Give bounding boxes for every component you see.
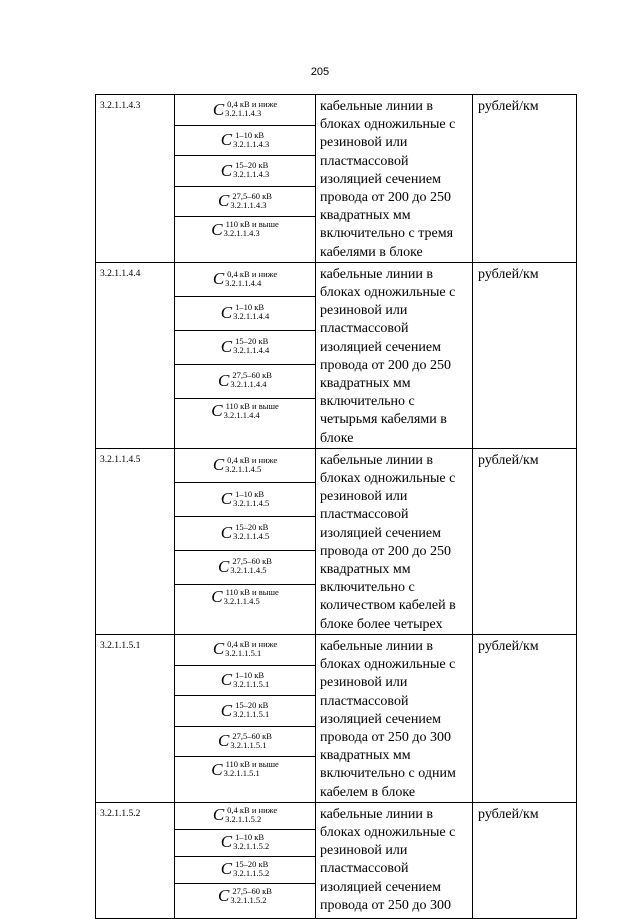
voltage-level: 27,5–60 кВ (232, 885, 272, 896)
rate-subscript: 3.2.1.1.5.2 (230, 894, 267, 905)
description-line: изоляцией сечением (320, 171, 441, 187)
description-line: блоках одножильные с (320, 471, 456, 487)
description-line: кабелем в блоке (320, 784, 416, 800)
description-line: четырьмя кабелями в (320, 412, 447, 428)
description-line: блоках одножильные с (320, 285, 456, 301)
description-line: резиновой или (320, 135, 408, 151)
table-row (96, 448, 577, 482)
description-line: пластмассовой (320, 693, 409, 709)
rate-subscript: 3.2.1.1.4.5 (223, 595, 260, 606)
description-line: провода от 200 до 250 (320, 190, 451, 206)
rate-symbol-cell (175, 330, 316, 364)
rate-symbol (213, 806, 277, 824)
rate-variable-letter: C (212, 805, 225, 825)
rate-subscript: 3.2.1.1.4.3 (223, 228, 260, 239)
rate-symbol-cell (175, 696, 316, 727)
item-description (316, 448, 473, 634)
rate-subscript: 3.2.1.1.5.1 (225, 647, 262, 658)
rate-symbol (218, 887, 272, 905)
rate-subscript: 3.2.1.1.5.1 (230, 739, 267, 750)
rate-symbol-cell (175, 186, 316, 217)
rate-symbol (213, 270, 277, 288)
rate-subscript: 3.2.1.1.4.5 (233, 531, 270, 542)
rate-variable-letter: C (220, 859, 233, 879)
voltage-level: 110 кВ и выше (225, 759, 279, 770)
item-code: 3.2.1.1.5.1 (96, 634, 175, 802)
rate-subscript: 3.2.1.1.5.2 (225, 813, 262, 824)
item-code: 3.2.1.1.4.3 (96, 95, 175, 263)
rate-subscript: 3.2.1.1.4.4 (233, 311, 270, 322)
rate-symbol-cell (175, 125, 316, 156)
voltage-level: 1–10 кВ (235, 129, 265, 140)
voltage-level: 110 кВ и выше (225, 586, 279, 597)
description-line: кабельные линии в (320, 99, 434, 114)
rate-symbol (218, 732, 272, 750)
description-line: пластмассовой (320, 153, 409, 169)
rate-symbol (221, 490, 269, 508)
description-line: пластмассовой (320, 321, 409, 337)
item-code: 3.2.1.1.4.5 (96, 448, 175, 634)
description-line: блоках одножильные с (320, 117, 456, 133)
rate-subscript: 3.2.1.1.4.5 (225, 463, 262, 474)
rate-symbol (213, 640, 277, 658)
voltage-level: 1–10 кВ (235, 669, 265, 680)
rate-variable-letter: C (220, 336, 233, 356)
rate-subscript: 3.2.1.1.4.5 (230, 565, 267, 576)
rate-symbol (211, 760, 279, 778)
rate-symbol-cell (175, 665, 316, 696)
rate-symbol (218, 557, 272, 575)
rate-variable-letter: C (220, 160, 233, 180)
description-line: включительно с (320, 580, 415, 596)
description-line: изоляцией сечением (320, 339, 441, 355)
unit-of-measure: рублей/км (473, 802, 577, 918)
rate-symbol (221, 523, 269, 541)
rate-symbol (221, 701, 269, 719)
unit-of-measure: рублей/км (473, 448, 577, 634)
rate-symbol-cell (175, 726, 316, 757)
rate-symbol (211, 220, 279, 238)
unit-of-measure: рублей/км (473, 262, 577, 448)
rate-variable-letter: C (212, 269, 225, 289)
description-line: включительно с (320, 394, 415, 410)
voltage-level: 15–20 кВ (235, 160, 269, 171)
description-line: резиновой или (320, 489, 408, 505)
rate-symbol-cell (175, 156, 316, 187)
voltage-level: 27,5–60 кВ (232, 730, 272, 741)
rate-subscript: 3.2.1.1.5.2 (233, 867, 270, 878)
rate-symbol (218, 371, 272, 389)
rate-subscript: 3.2.1.1.4.5 (233, 497, 270, 508)
rate-symbol-cell (175, 634, 316, 665)
rate-symbol (218, 192, 272, 210)
description-line: провода от 200 до 250 (320, 543, 451, 559)
rate-subscript: 3.2.1.1.5.2 (233, 840, 270, 851)
rate-variable-letter: C (212, 455, 225, 475)
description-line: кабельные линии в (320, 806, 434, 822)
description-line: квадратных мм (320, 748, 411, 764)
description-line: блоке более четырех (320, 616, 443, 632)
description-line: кабелями в блоке (320, 244, 423, 260)
rate-subscript: 3.2.1.1.4.4 (230, 379, 267, 390)
description-line: изоляцией сечением (320, 711, 441, 727)
item-description (316, 802, 473, 918)
rate-symbol-cell (175, 550, 316, 584)
rate-symbol (211, 402, 279, 420)
rate-variable-letter: C (220, 130, 233, 150)
description-line: провода от 250 до 300 (320, 729, 451, 745)
voltage-level: 1–10 кВ (235, 831, 265, 842)
item-description (316, 634, 473, 802)
page-number: 205 (310, 66, 330, 78)
rate-variable-letter: C (212, 99, 225, 119)
rate-variable-letter: C (220, 302, 233, 322)
rate-subscript: 3.2.1.1.4.4 (225, 277, 262, 288)
item-description (316, 262, 473, 448)
unit-of-measure: рублей/км (473, 95, 577, 263)
description-line: блоке (320, 430, 354, 446)
rate-symbol (213, 456, 277, 474)
rate-symbol-cell (175, 482, 316, 516)
rate-symbol-cell (175, 95, 316, 126)
rate-symbol-cell (175, 802, 316, 829)
rate-subscript: 3.2.1.1.4.4 (233, 345, 270, 356)
description-line: количеством кабелей в (320, 598, 456, 614)
rate-subscript: 3.2.1.1.4.4 (223, 409, 260, 420)
voltage-level: 0,4 кВ и ниже (227, 804, 278, 815)
voltage-level: 15–20 кВ (235, 858, 269, 869)
rate-symbol (221, 833, 269, 851)
voltage-level: 15–20 кВ (235, 700, 269, 711)
rate-symbol (221, 161, 269, 179)
rate-variable-letter: C (218, 886, 230, 906)
description-line: провода от 250 до 300 (320, 897, 451, 913)
voltage-level: 27,5–60 кВ (232, 190, 272, 201)
table-row (96, 634, 577, 665)
description-line: блоках одножильные с (320, 657, 456, 673)
rate-symbol-cell (175, 217, 316, 262)
voltage-level: 15–20 кВ (235, 336, 269, 347)
rate-symbol (221, 131, 269, 149)
rate-variable-letter: C (211, 759, 223, 779)
rate-symbol (221, 671, 269, 689)
description-line: провода от 200 до 250 (320, 357, 451, 373)
unit-of-measure: рублей/км (473, 634, 577, 802)
rate-variable-letter: C (211, 219, 223, 239)
rate-symbol-cell (175, 856, 316, 883)
rate-symbol (221, 860, 269, 878)
voltage-level: 1–10 кВ (235, 302, 265, 313)
rate-subscript: 3.2.1.1.4.3 (233, 138, 270, 149)
rate-variable-letter: C (218, 731, 230, 751)
rate-variable-letter: C (218, 370, 230, 390)
description-line: пластмассовой (320, 507, 409, 523)
rate-subscript: 3.2.1.1.5.1 (223, 768, 260, 779)
rate-symbol (211, 588, 279, 606)
voltage-level: 110 кВ и выше (225, 219, 279, 230)
description-line: резиновой или (320, 675, 408, 691)
rate-variable-letter: C (212, 639, 225, 659)
rate-symbol (221, 303, 269, 321)
rate-variable-letter: C (220, 832, 233, 852)
item-description (316, 95, 473, 263)
rate-symbol (213, 100, 277, 118)
description-line: изоляцией сечением (320, 879, 441, 895)
table-row (96, 802, 577, 829)
voltage-level: 27,5–60 кВ (232, 556, 272, 567)
rate-subscript: 3.2.1.1.4.3 (225, 108, 262, 119)
rate-variable-letter: C (211, 401, 223, 421)
description-line: кабельные линии в (320, 452, 434, 468)
voltage-level: 0,4 кВ и ниже (227, 99, 278, 110)
description-line: включительно с тремя (320, 226, 454, 242)
voltage-level: 110 кВ и выше (225, 400, 279, 411)
rate-symbol-cell (175, 584, 316, 634)
rate-symbol-cell (175, 364, 316, 398)
item-code: 3.2.1.1.4.4 (96, 262, 175, 448)
rate-variable-letter: C (220, 522, 233, 542)
rate-symbol-cell (175, 296, 316, 330)
voltage-level: 27,5–60 кВ (232, 370, 272, 381)
voltage-level: 0,4 кВ и ниже (227, 454, 278, 465)
tariff-table (95, 94, 577, 919)
rate-symbol-cell (175, 448, 316, 482)
voltage-level: 0,4 кВ и ниже (227, 638, 278, 649)
table-row (96, 95, 577, 126)
rate-variable-letter: C (218, 191, 230, 211)
description-line: резиновой или (320, 843, 408, 859)
description-line: квадратных мм (320, 376, 411, 392)
rate-variable-letter: C (218, 556, 230, 576)
description-line: квадратных мм (320, 562, 411, 578)
description-line: включительно с одним (320, 766, 456, 782)
description-line: изоляцией сечением (320, 525, 441, 541)
rate-subscript: 3.2.1.1.5.1 (233, 709, 270, 720)
rate-symbol-cell (175, 398, 316, 448)
rate-symbol-cell (175, 262, 316, 296)
description-line: блоках одножильные с (320, 824, 456, 840)
table-row (96, 262, 577, 296)
description-line: кабельные линии в (320, 638, 434, 654)
rate-subscript: 3.2.1.1.4.3 (233, 169, 270, 180)
rate-subscript: 3.2.1.1.5.1 (233, 678, 270, 689)
rate-variable-letter: C (220, 670, 233, 690)
voltage-level: 15–20 кВ (235, 522, 269, 533)
tariff-table-body (96, 95, 577, 919)
voltage-level: 0,4 кВ и ниже (227, 268, 278, 279)
rate-symbol-cell (175, 883, 316, 918)
voltage-level: 1–10 кВ (235, 488, 265, 499)
rate-symbol-cell (175, 829, 316, 856)
description-line: кабельные линии в (320, 266, 434, 282)
description-line: квадратных мм (320, 208, 411, 224)
description-line: резиновой или (320, 303, 408, 319)
description-line: пластмассовой (320, 861, 409, 877)
rate-symbol-cell (175, 757, 316, 802)
rate-symbol (221, 337, 269, 355)
rate-symbol-cell (175, 516, 316, 550)
rate-variable-letter: C (220, 489, 233, 509)
item-code: 3.2.1.1.5.2 (96, 802, 175, 918)
rate-variable-letter: C (220, 700, 233, 720)
rate-variable-letter: C (211, 587, 223, 607)
rate-subscript: 3.2.1.1.4.3 (230, 199, 267, 210)
